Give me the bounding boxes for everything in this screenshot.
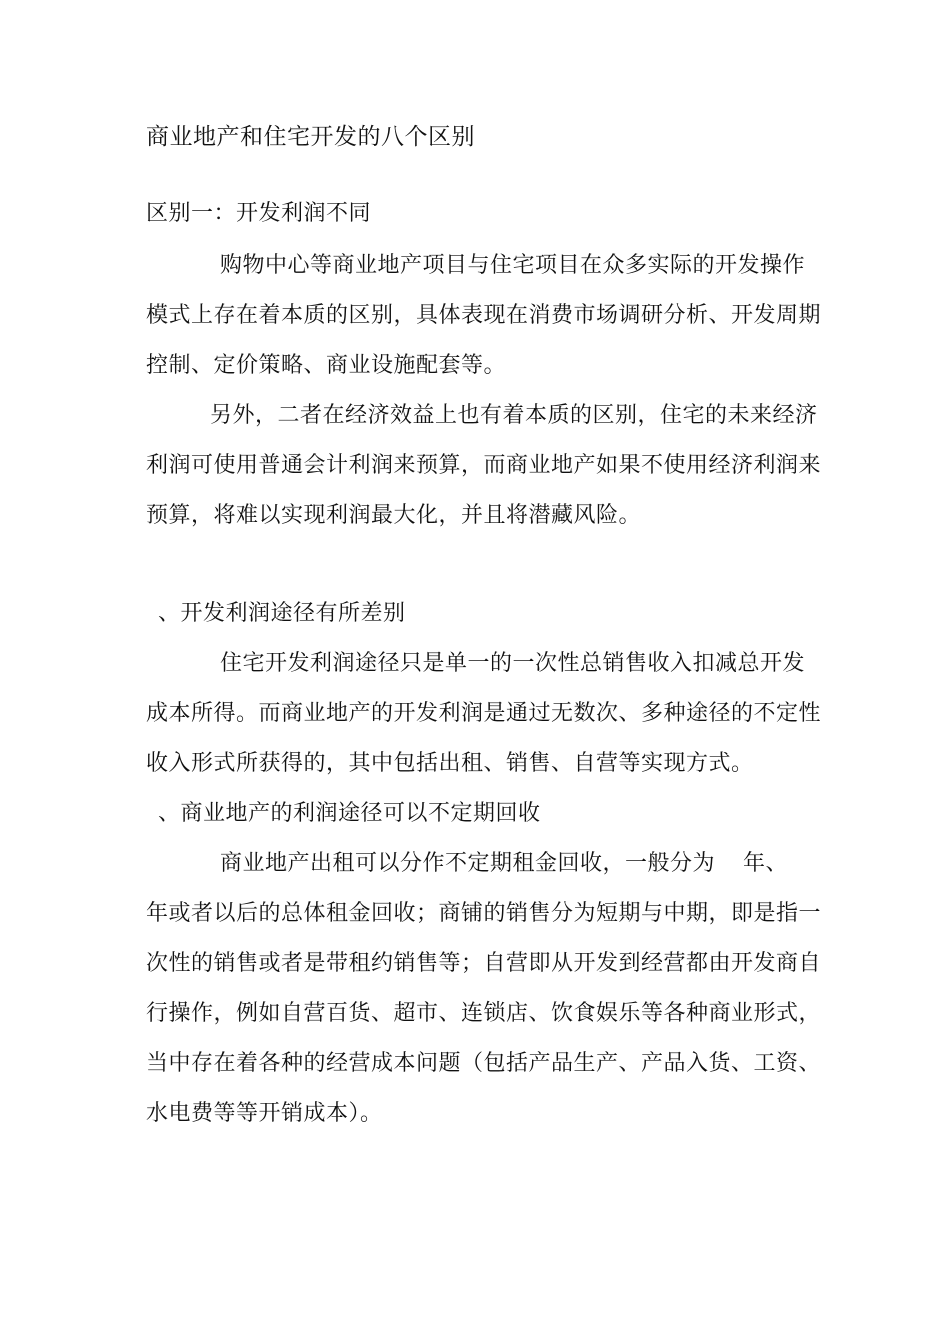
paragraph-4-line-6: 水电费等等开销成本）。 xyxy=(146,1101,383,1126)
paragraph-1-line-3: 控制、定价策略、商业设施配套等。 xyxy=(146,353,507,378)
paragraph-2-line-3: 预算，将难以实现利润最大化，并且将潜藏风险。 xyxy=(146,503,642,528)
paragraph-3-line-1: 住宅开发利润途径只是单一的一次性总销售收入扣减总开发 xyxy=(220,651,806,676)
document-title: 商业地产和住宅开发的八个区别 xyxy=(146,124,475,150)
paragraph-1-line-1: 购物中心等商业地产项目与住宅项目在众多实际的开发操作 xyxy=(220,253,806,278)
paragraph-4-line-1 xyxy=(220,846,788,877)
paragraph-2-line-2: 利润可使用普通会计利润来预算，而商业地产如果不使用经济利润来 xyxy=(146,453,822,478)
section-heading-1: 区别一：开发利润不同 xyxy=(146,201,372,226)
paragraph-3-line-2: 成本所得。而商业地产的开发利润是通过无数次、多种途径的不定性 xyxy=(146,701,822,726)
paragraph-4-line-1-part-b: 年、 xyxy=(743,851,789,876)
paragraph-3-line-3: 收入形式所获得的，其中包括出租、销售、自营等实现方式。 xyxy=(146,751,754,776)
paragraph-4-line-5: 当中存在着各种的经营成本问题（包括产品生产、产品入货、工资、 xyxy=(146,1051,822,1076)
paragraph-4-line-1-part-a: 商业地产出租可以分作不定期租金回收，一般分为 xyxy=(220,851,716,876)
paragraph-2-line-1: 另外，二者在经济效益上也有着本质的区别，住宅的未来经济 xyxy=(210,403,818,428)
paragraph-4-line-3: 次性的销售或者是带租约销售等；自营即从开发到经营都由开发商自 xyxy=(146,951,822,976)
paragraph-1-line-2: 模式上存在着本质的区别，具体表现在消费市场调研分析、开发周期 xyxy=(146,303,822,328)
list-item-heading-1: 、开发利润途径有所差别 xyxy=(158,601,406,626)
paragraph-4-line-2: 年或者以后的总体租金回收；商铺的销售分为短期与中期，即是指一 xyxy=(146,901,822,926)
list-item-heading-2: 、商业地产的利润途径可以不定期回收 xyxy=(158,801,541,826)
paragraph-4-line-4: 行操作，例如自营百货、超市、连锁店、饮食娱乐等各种商业形式， xyxy=(146,1001,822,1026)
